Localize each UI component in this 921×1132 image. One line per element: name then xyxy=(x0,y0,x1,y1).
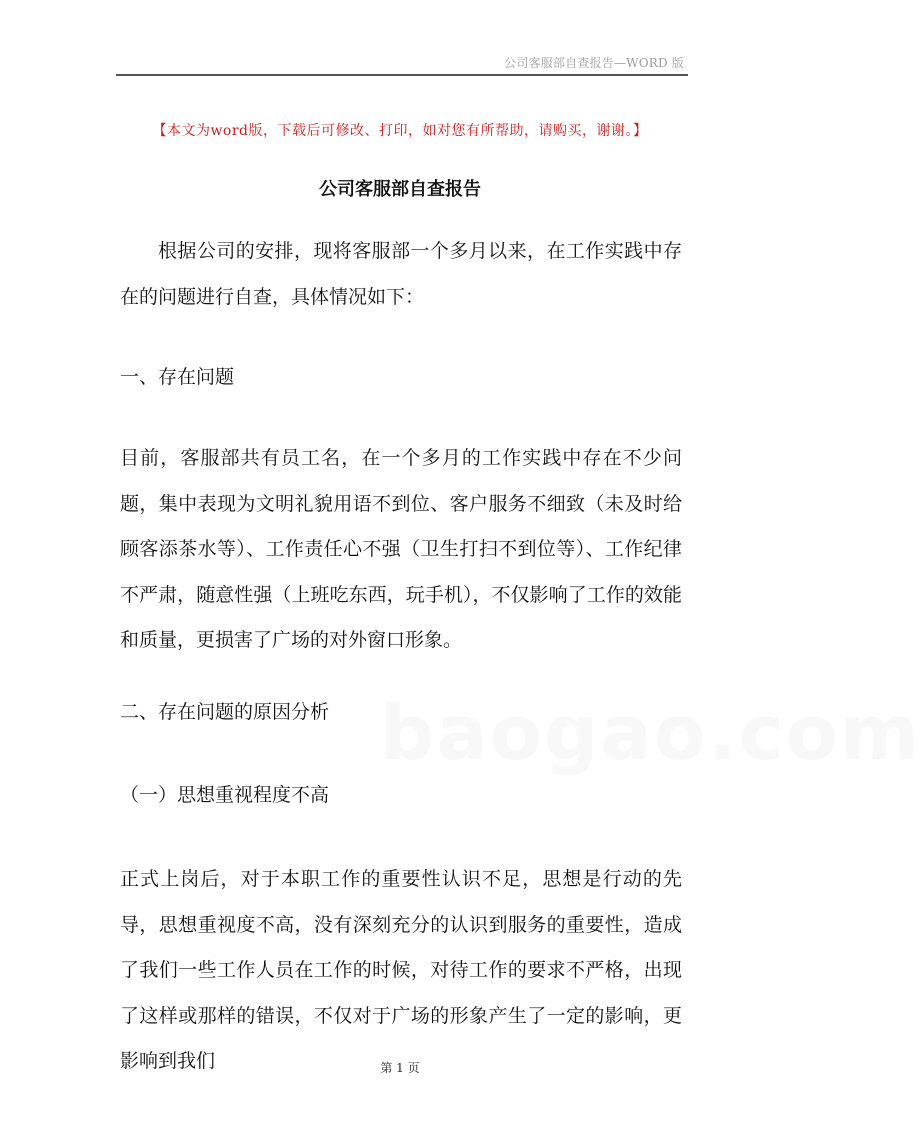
problems-paragraph: 目前，客服部共有员工名，在一个多月的工作实践中存在不少问题，集中表现为文明礼貌用语不到位、客户服务不细致（未及时给顾客添茶水等）、工作责任心不强（卫生打扫不到位等）、工作纪律不严肃，随意性强（上班吃东西，玩手机），不仅影响了工作的效能和质量，更损害了广场的对外窗口形象。 xyxy=(120,447,682,651)
section-heading-causes: 二、存在问题的原因分析 xyxy=(120,701,330,723)
subsection-heading-awareness: （一）思想重视程度不高 xyxy=(120,784,330,806)
awareness-paragraph: 正式上岗后，对于本职工作的重要性认识不足，思想是行动的先导，思想重视度不高，没有深刻充分的认识到服务的重要性，造成了我们一些工作人员在工作的时候，对待工作的要求不严格，出现了这样或那样的错误，不仅对于广场的形象产生了一定的影响，更影响到我们 xyxy=(120,868,682,1072)
section-heading-problems: 一、存在问题 xyxy=(120,366,235,388)
header-divider xyxy=(116,74,688,76)
running-header: 公司客服部自查报告—WORD 版 xyxy=(504,56,684,70)
intro-paragraph: 根据公司的安排，现将客服部一个多月以来，在工作实践中存在的问题进行自查，具体情况如下： xyxy=(120,240,682,308)
site-watermark: baogao.com xyxy=(380,688,921,777)
page-number: 第 1 页 xyxy=(380,1061,420,1075)
document-title: 公司客服部自查报告 xyxy=(319,179,481,200)
purchase-notice: 【本文为word版，下载后可修改、打印，如对您有所帮助，请购买，谢谢。】 xyxy=(152,123,648,139)
